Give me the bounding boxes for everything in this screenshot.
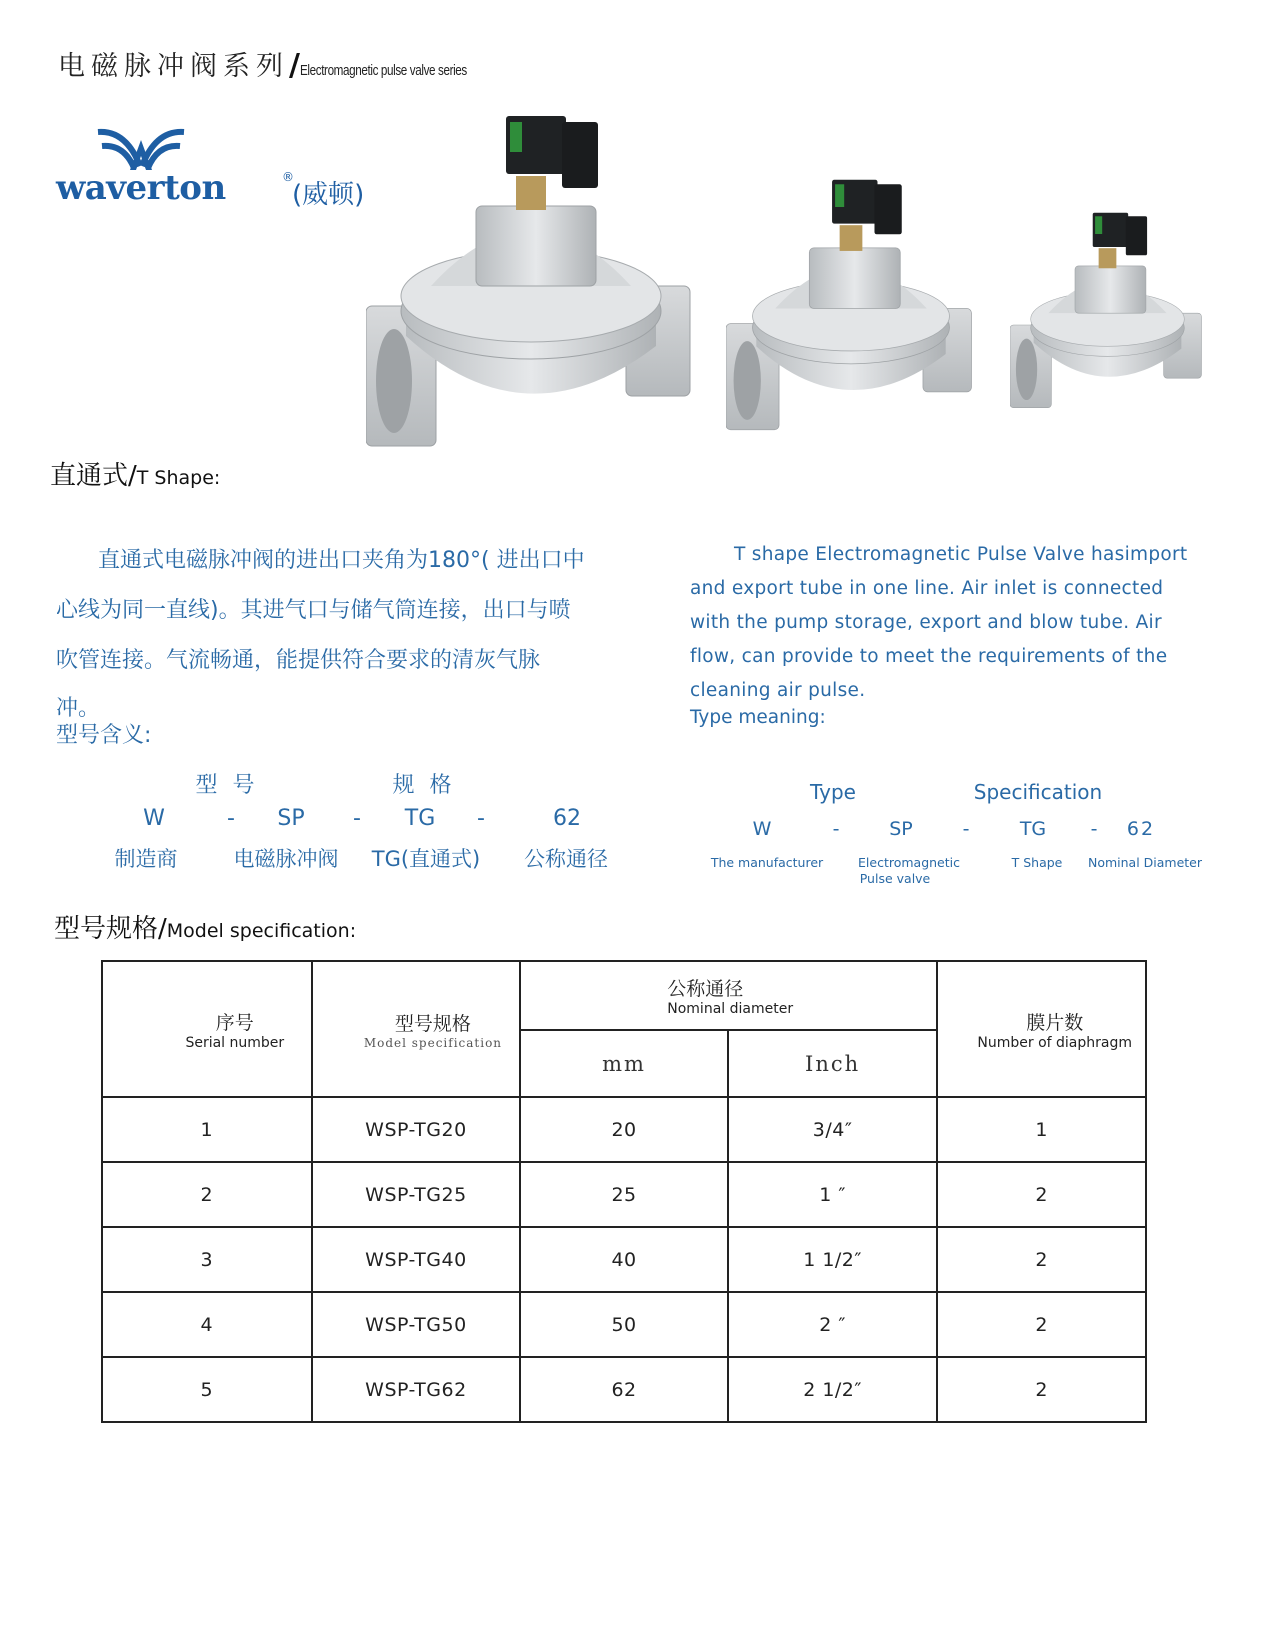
table-row [102, 1162, 1146, 1227]
waverton-logo [56, 126, 365, 216]
description-en-line: cleaning air pulse. [690, 680, 866, 701]
meaning-manufacturer-cn: 制造商 [114, 847, 178, 871]
cell-mm: 20 [520, 1097, 728, 1162]
type-meaning-en-label: Type meaning: [690, 707, 826, 728]
page-title-en: Electromagnetic pulse valve series [299, 62, 467, 79]
header-diaphragm: 膜片数 Number of diaphragm [937, 961, 1146, 1097]
cell-mm: 62 [520, 1357, 728, 1422]
code-dash: - [962, 818, 970, 840]
cell-diaphragm: 2 [937, 1292, 1146, 1357]
code-dash: - [227, 806, 235, 831]
page-title-cn: 电磁脉冲阀系列 [58, 51, 289, 82]
cell-serial: 1 [102, 1097, 312, 1162]
group-type-en: Type [810, 780, 856, 804]
cell-mm: 40 [520, 1227, 728, 1292]
type-meaning-cn-label: 型号含义: [56, 723, 152, 748]
meaning-pulse-valve-en-1: Electromagnetic [858, 855, 960, 870]
code-dash: - [832, 818, 840, 840]
heading-separator: / [128, 461, 137, 491]
code-tg: TG [1019, 818, 1047, 840]
code-62: 62 [1126, 818, 1156, 840]
heading-cn: 型号规格 [54, 914, 159, 944]
cell-diaphragm: 2 [937, 1357, 1146, 1422]
table-row [102, 1292, 1146, 1357]
page-title [58, 44, 514, 83]
heading-en: T Shape: [136, 467, 221, 489]
header-mm: mm [520, 1030, 728, 1097]
meaning-t-shape-cn: TG(直通式) [371, 847, 481, 871]
meaning-nominal-cn: 公称通径 [524, 847, 608, 871]
table-row [102, 1097, 1146, 1162]
header-model: 型号规格 Model specification [312, 961, 521, 1097]
model-spec-table [101, 960, 1147, 1423]
code-sp: SP [889, 818, 913, 840]
description-cn-line: 吹管连接。气流畅通，能提供符合要求的清灰气脉 [56, 648, 541, 673]
code-w: W [752, 818, 772, 840]
section-heading-t-shape [50, 455, 220, 492]
header-nominal-diameter: 公称通径 Nominal diameter [520, 961, 937, 1030]
meaning-nominal-en: Nominal Diameter [1087, 855, 1203, 870]
cell-inch: 3/4″ [728, 1097, 938, 1162]
code-sp: SP [277, 806, 305, 831]
cell-model: WSP-TG25 [312, 1162, 521, 1227]
code-62: 62 [553, 806, 581, 831]
logo-brand-cn: (威顿) [292, 180, 365, 210]
wave-logo-icon [96, 126, 186, 172]
code-tg: TG [404, 806, 436, 831]
meaning-pulse-valve-en-2: Pulse valve [859, 871, 931, 886]
cell-serial: 4 [102, 1292, 312, 1357]
cell-inch: 1 1/2″ [728, 1227, 938, 1292]
section-heading-model-spec [54, 908, 356, 945]
registered-mark: ® [282, 170, 294, 184]
cell-inch: 1 ″ [728, 1162, 938, 1227]
logo-brand-text: waverton [56, 168, 226, 208]
heading-en: Model specification: [166, 920, 357, 942]
description-en-line: flow, can provide to meet the requirements of the [690, 646, 1168, 667]
cell-diaphragm: 2 [937, 1162, 1146, 1227]
cell-serial: 2 [102, 1162, 312, 1227]
description-en-line: and export tube in one line. Air inlet is connected [690, 578, 1164, 599]
table-row [102, 1357, 1146, 1422]
description-en-line: T shape Electromagnetic Pulse Valve hasimport [734, 544, 1188, 565]
description-cn-line: 心线为同一直线)。其进气口与储气筒连接，出口与喷 [56, 598, 571, 623]
heading-cn: 直通式 [50, 461, 129, 491]
group-spec-cn: 规 格 [392, 773, 456, 798]
cell-serial: 3 [102, 1227, 312, 1292]
table-row [102, 1227, 1146, 1292]
cell-inch: 2 1/2″ [728, 1357, 938, 1422]
cell-model: WSP-TG62 [312, 1357, 521, 1422]
code-dash: - [353, 806, 361, 831]
valve-image-medium [726, 178, 976, 436]
code-w: W [143, 806, 165, 831]
cell-mm: 25 [520, 1162, 728, 1227]
heading-separator: / [158, 914, 167, 944]
description-en-line: with the pump storage, export and blow tube. Air [690, 612, 1162, 633]
description-cn-line: 直通式电磁脉冲阀的进出口夹角为180°( 进出口中 [98, 548, 585, 573]
header-inch: Inch [728, 1030, 938, 1097]
cell-diaphragm: 2 [937, 1227, 1146, 1292]
cell-model: WSP-TG40 [312, 1227, 521, 1292]
description-cn-line: 冲。 [56, 696, 101, 721]
cell-mm: 50 [520, 1292, 728, 1357]
header-serial: 序号 Serial number [102, 961, 312, 1097]
code-dash: - [477, 806, 485, 831]
description-cn [56, 536, 656, 724]
meaning-manufacturer-en: The manufacturer [710, 855, 824, 870]
cell-model: WSP-TG50 [312, 1292, 521, 1357]
code-dash: - [1090, 818, 1098, 840]
group-type-cn: 型 号 [195, 773, 259, 798]
meaning-pulse-valve-cn: 电磁脉冲阀 [233, 847, 339, 871]
cell-serial: 5 [102, 1357, 312, 1422]
description-en [690, 538, 1225, 708]
meaning-t-shape-en: T Shape [1011, 855, 1063, 870]
group-spec-en: Specification [973, 780, 1103, 804]
valve-image-large [366, 116, 696, 452]
valve-image-small [1010, 212, 1205, 412]
cell-inch: 2 ″ [728, 1292, 938, 1357]
cell-diaphragm: 1 [937, 1097, 1146, 1162]
cell-model: WSP-TG20 [312, 1097, 521, 1162]
title-separator: / [289, 48, 300, 83]
